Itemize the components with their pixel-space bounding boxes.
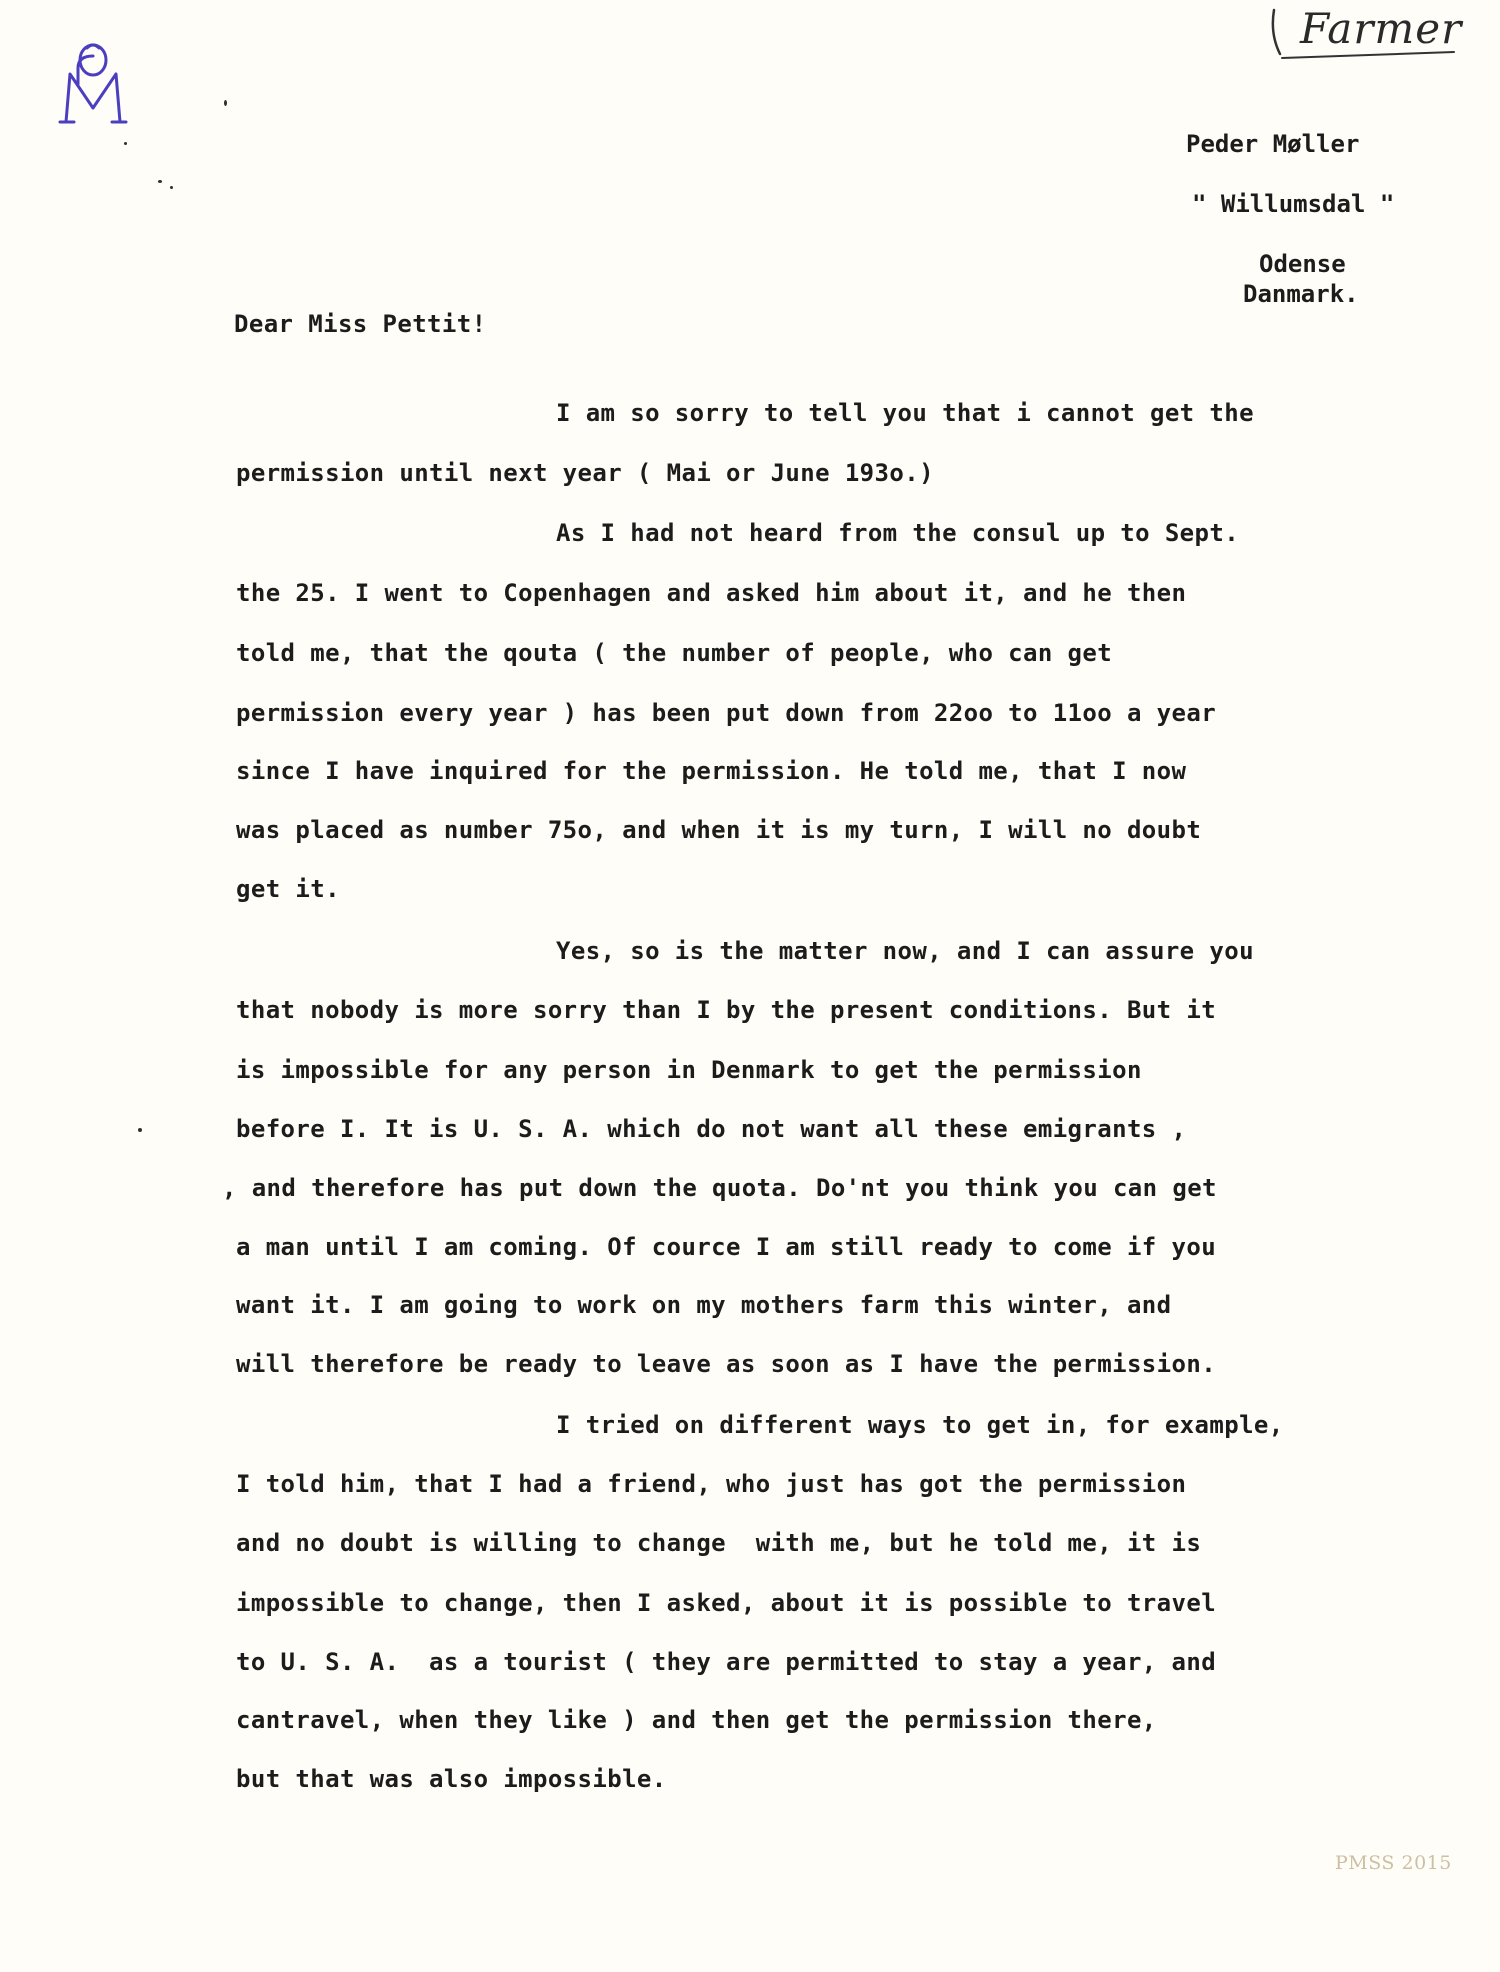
letter-line: a man until I am coming. Of cource I am still ready to come if you: [236, 1233, 1217, 1261]
sender-city: Odense: [1259, 250, 1346, 278]
letter-line: I tried on different ways to get in, for example,: [556, 1411, 1284, 1439]
letter-line: was placed as number 75o, and when it is my turn, I will no doubt: [236, 816, 1202, 844]
letter-line: since I have inquired for the permission. He told me, that I now: [236, 757, 1187, 785]
letter-line: cantravel, when they like ) and then get the permission there,: [236, 1706, 1157, 1734]
letter-line: is impossible for any person in Denmark to get the permission: [236, 1056, 1142, 1084]
paper-speck: [124, 142, 127, 145]
letter-line: that nobody is more sorry than I by the present conditions. But it: [236, 996, 1217, 1024]
letter-line: told me, that the qouta ( the number of people, who can get: [236, 639, 1113, 667]
sender-country: Danmark.: [1243, 280, 1359, 308]
letter-line: the 25. I went to Copenhagen and asked him about it, and he then: [236, 579, 1187, 607]
letter-line: , and therefore has put down the quota. Do'nt you think you can get: [222, 1174, 1217, 1202]
sender-farm: " Willumsdal ": [1192, 190, 1395, 218]
letter-line: As I had not heard from the consul up to Sept.: [556, 519, 1240, 547]
archive-stamp: PMSS 2015: [1335, 1852, 1452, 1874]
letter-line: will therefore be ready to leave as soon as I have the permission.: [236, 1350, 1217, 1378]
letter-line: I told him, that I had a friend, who just has got the permission: [236, 1470, 1187, 1498]
letter-line: want it. I am going to work on my mothers farm this winter, and: [236, 1291, 1172, 1319]
letter-line: I am so sorry to tell you that i cannot get the: [556, 399, 1254, 427]
letter-line: before I. It is U. S. A. which do not want all these emigrants ,: [236, 1115, 1187, 1143]
paper-speck: [170, 186, 173, 189]
letter-line: Yes, so is the matter now, and I can assure you: [556, 937, 1254, 965]
letter-line: permission every year ) has been put down from 22oo to 11oo a year: [236, 699, 1217, 727]
letter-line: to U. S. A. as a tourist ( they are permitted to stay a year, and: [236, 1648, 1217, 1676]
paper-speck: [224, 100, 227, 106]
monogram-logo: [52, 38, 134, 130]
handwritten-annotation: Farmer: [1300, 4, 1463, 53]
letter-line: impossible to change, then I asked, about it is possible to travel: [236, 1589, 1217, 1617]
paper-speck: [158, 180, 162, 183]
salutation: Dear Miss Pettit!: [234, 310, 487, 338]
letter-line: get it.: [236, 875, 340, 903]
letter-line: permission until next year ( Mai or June 193o.): [236, 459, 934, 487]
letter-line: and no doubt is willing to change with me, but he told me, it is: [236, 1529, 1202, 1557]
paper-speck: [138, 1128, 142, 1132]
sender-name: Peder Møller: [1186, 130, 1360, 158]
letter-line: but that was also impossible.: [236, 1765, 667, 1793]
